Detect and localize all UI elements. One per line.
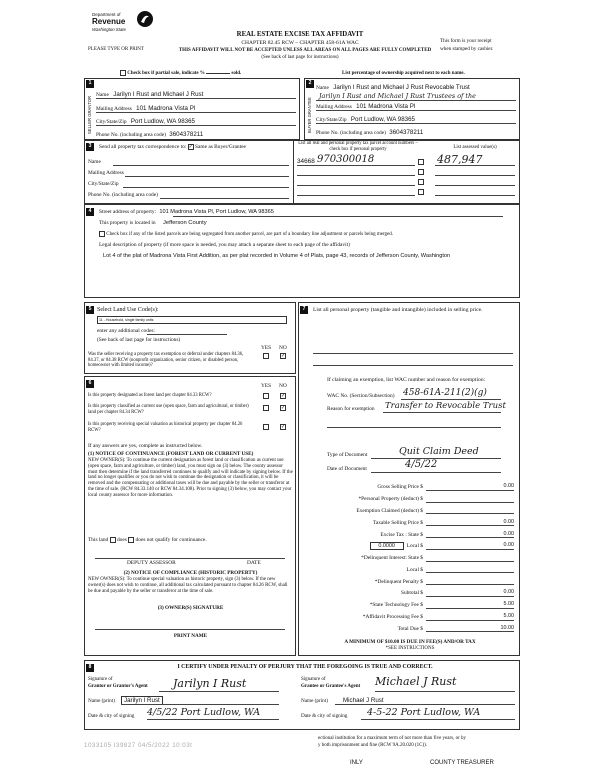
additional-codes-label: enter any additional codes: bbox=[97, 328, 155, 334]
additional-codes-field[interactable] bbox=[147, 334, 227, 335]
grantor-signature[interactable]: Jarilyn I Rust bbox=[173, 677, 247, 690]
calc-row-local bbox=[313, 538, 517, 550]
s6-question-1: Is this property designated as forest land per chapter 84.33 RCW? bbox=[88, 393, 212, 398]
section-5 bbox=[84, 302, 296, 374]
segregated-label: Check box if any of the listed parcels are being segregated from another parcel, are part of a boundary line adjustment or parcels being merged. bbox=[106, 232, 393, 238]
doc-type-handwritten: Quit Claim Deed bbox=[399, 446, 479, 457]
form-title: REAL ESTATE EXCISE TAX AFFIDAVIT bbox=[236, 31, 364, 38]
calc-row bbox=[313, 609, 517, 621]
owner-signature-field[interactable] bbox=[95, 629, 285, 630]
revenue-logo bbox=[92, 10, 162, 40]
county-value[interactable]: Jefferson County bbox=[162, 220, 207, 226]
calc-row-value[interactable]: 0.00 bbox=[426, 589, 514, 596]
land-does-checkbox[interactable] bbox=[110, 537, 116, 543]
calc-row bbox=[313, 503, 517, 515]
calc-row-label: Exemption Claimed (deduct) $ bbox=[356, 507, 423, 514]
buyer-mailing-label: Mailing Address bbox=[316, 104, 352, 110]
grantor-date-handwritten[interactable]: 4/5/22 Port Ludlow, WA bbox=[147, 707, 261, 718]
section-8-number: 8 bbox=[86, 664, 94, 672]
section-7-number: 7 bbox=[300, 306, 308, 314]
assessed-header: List assessed value(s) bbox=[453, 145, 497, 150]
assessed-value-handwritten: 487,947 bbox=[437, 153, 483, 166]
local-rate-input[interactable]: 0.0000 bbox=[370, 542, 404, 550]
s6-yes: YES bbox=[261, 383, 272, 389]
any-answers-note: If any answers are yes, complete as instructed below. bbox=[88, 443, 203, 449]
send-correspondence-row bbox=[99, 144, 246, 151]
land-use-value: 11 - Household, single family units bbox=[99, 318, 154, 322]
reason-handwritten: Transfer to Revocable Trust bbox=[385, 401, 506, 411]
calc-row-value[interactable] bbox=[426, 513, 514, 514]
doc-type-label: Type of Document bbox=[327, 452, 368, 458]
seller-section bbox=[84, 78, 300, 140]
land-use-select[interactable] bbox=[97, 316, 287, 324]
seller-phone-label: Phone No. (including area code) bbox=[96, 132, 166, 138]
print-name-label: PRINT NAME bbox=[173, 633, 208, 639]
s6-question-3: Is this property receiving special valuation as historical property per chapter 84.26 RCW? bbox=[88, 422, 243, 433]
parcel-header: List all real and personal property tax parcel account numbers – check box if personal property bbox=[298, 141, 418, 152]
dept-line-2: Revenue bbox=[92, 17, 126, 26]
section-5-number: 5 bbox=[86, 306, 94, 314]
owner-signature-label: (3) OWNER(S) SIGNATURE bbox=[157, 605, 224, 611]
notice-1-text: NEW OWNER(S): To continue the current designation as forest land or classification as current use (open space, farm and agriculture, or timber) land, you must sign on (3) below. The county assessor must then determine if the land transferred continues to qualify and will indicate by signing below. If the land no longer qualifies or you do not wish to continue the designation or classification, it will be removed and the compensating or additional taxes will be due and payable by the seller or transferor at the time of sale. (RCW 84.33.140 or RCW 84.34.108). Prior to signing (3) below, you may contact your local county assessor for more information. bbox=[88, 458, 293, 498]
buyer-phone-label: Phone No. (including area code) bbox=[316, 130, 386, 136]
s3-city-label: City/State/Zip bbox=[88, 181, 119, 187]
wac-handwritten: 458-61A-211(2)(g) bbox=[403, 388, 487, 398]
calc-row-label: *Personal Property (deduct) $ bbox=[358, 496, 423, 503]
notice-2-text: NEW OWNER(S): To continue special valuation as historic property, sign (3) below. If the new owner(s) does not wish to continue, all additional tax calculated pursuant to chapter 84.26 RCW, shall be due and payable by the seller or transferor at the time of sale. bbox=[88, 577, 288, 594]
s5-q1-no-checkbox[interactable]: ✓ bbox=[281, 354, 286, 359]
this-land-label: This land bbox=[88, 537, 109, 544]
form-chapter: CHAPTER 82.45 RCW – CHAPTER 458-61A WAC bbox=[241, 40, 359, 46]
calc-row bbox=[313, 526, 517, 538]
dept-line-1: Department of bbox=[92, 12, 121, 17]
calc-row bbox=[313, 621, 517, 633]
seller-mailing-value[interactable]: 101 Madrona Vista Pl bbox=[136, 105, 196, 112]
penalty-note-2: y both imprisonment and fine (RCW 9A.20.020 (1C)). bbox=[318, 743, 428, 748]
grantee-sig-label-1: Signature of bbox=[301, 677, 326, 682]
calc-row-label: *Delinquent Penalty $ bbox=[374, 578, 423, 585]
located-row bbox=[99, 220, 207, 227]
buyer-section bbox=[304, 78, 520, 140]
s6-q3-yes-checkbox[interactable] bbox=[263, 424, 269, 430]
grantor-date-label: Date & city of signing bbox=[88, 713, 135, 719]
land-does-not-label: does not bbox=[135, 537, 154, 544]
notice-2-title: (2) NOTICE OF COMPLIANCE (HISTORIC PROPERTY) bbox=[123, 570, 258, 576]
footer-left: INLY bbox=[350, 760, 363, 766]
partial-sale-checkbox[interactable] bbox=[120, 70, 126, 76]
segregated-row bbox=[99, 231, 519, 238]
calc-row-label: *State Technology Fee $ bbox=[369, 602, 423, 609]
buyer-name-value[interactable]: Jarilyn I Rust and Michael J Rust Revocable Trust bbox=[333, 84, 470, 91]
calc-rows bbox=[313, 479, 517, 632]
seller-side-label: SELLER GRANTOR bbox=[87, 95, 92, 135]
reason-label: Reason for exemption bbox=[327, 406, 375, 412]
s6-q2-no-checkbox[interactable]: ✓ bbox=[281, 406, 286, 411]
certify-statement: I CERTIFY UNDER PENALTY OF PERJURY THAT THE FOREGOING IS TRUE AND CORRECT. bbox=[177, 664, 433, 670]
grantee-date-handwritten[interactable]: 4-5-22 Port Ludlow, WA bbox=[367, 707, 481, 718]
same-as-buyer-checkbox[interactable]: ✓ bbox=[188, 145, 193, 150]
partial-sale-label: Check box if partial sale, indicate % bbox=[127, 71, 205, 77]
calc-row bbox=[313, 562, 517, 574]
deputy-date-label: DATE bbox=[247, 560, 261, 566]
buyer-name-row bbox=[316, 84, 516, 91]
minimum-due-note: A MINIMUM OF $10.00 IS DUE IN FEE(S) AND/OR TAX bbox=[344, 639, 476, 645]
grantor-name-value[interactable]: Jarilyn I Rust bbox=[121, 696, 163, 705]
legal-description[interactable]: Lot 4 of the plat of Madrona Vista First Addition, as per plat recorded in Volume 4 of Plats, page 43, records of Jefferson County, Washington bbox=[103, 253, 451, 259]
calc-row bbox=[313, 491, 517, 503]
revenue-logo-icon bbox=[136, 10, 154, 28]
this-land-row bbox=[88, 537, 207, 544]
personal-property-checkbox-2[interactable] bbox=[418, 169, 424, 175]
section-4-number: 4 bbox=[86, 208, 94, 216]
calc-row-label: Taxable Selling Price $ bbox=[372, 519, 423, 526]
calc-row bbox=[313, 597, 517, 609]
calc-row bbox=[313, 514, 517, 526]
grantor-name-label: Name (print) bbox=[88, 698, 115, 704]
grantee-sig-label-2: Grantee or Grantee's Agent bbox=[301, 684, 361, 689]
s3-mailing-field[interactable] bbox=[125, 176, 289, 177]
calc-row-label: Subtotal $ bbox=[400, 590, 423, 597]
calc-row bbox=[313, 550, 517, 562]
doc-date-handwritten: 4/5/22 bbox=[405, 459, 438, 470]
s5-q1-yes-checkbox[interactable] bbox=[263, 353, 269, 359]
same-as-buyer-label: Same as Buyer/Grantee bbox=[195, 144, 246, 151]
buyer-phone-row bbox=[316, 129, 423, 136]
s6-q2-yes-checkbox[interactable] bbox=[263, 405, 269, 411]
grantee-date-label: Date & city of signing bbox=[301, 713, 348, 719]
buyer-name-label: Name bbox=[316, 85, 329, 91]
buyer-phone-value[interactable]: 3604378211 bbox=[389, 129, 424, 136]
s3-phone-label: Phone No. (including area code) bbox=[88, 192, 158, 198]
calc-row-label: *Delinquent Interest: State $ bbox=[361, 555, 423, 562]
exemption-label: If claiming an exemption, list WAC number and reason for exemption: bbox=[327, 377, 486, 383]
section-6-number: 6 bbox=[86, 380, 94, 388]
personal-property-checkbox-3[interactable] bbox=[418, 179, 424, 185]
s3-mailing-label: Mailing Address bbox=[88, 170, 124, 176]
calc-row-label: *Affidavit Processing Fee $ bbox=[362, 614, 423, 621]
calc-row-label: Excise Tax : State $ bbox=[380, 531, 423, 538]
section-1-number: 1 bbox=[86, 80, 94, 88]
s5-see-back: (See back of last page for instructions) bbox=[97, 337, 181, 343]
seller-name-value[interactable]: Jarilyn I Rust and Michael J Rust bbox=[113, 91, 204, 98]
s6-q1-yes-checkbox[interactable] bbox=[263, 393, 269, 399]
partial-sale-row bbox=[120, 70, 241, 77]
seller-mailing-label: Mailing Address bbox=[96, 106, 132, 112]
s5-question-1: Was the seller receiving a property tax exemption or deferral under chapters 84.36, 84.37, or 84.38 RCW (nonprofit organization, senior citizen, or disabled person, homeowner with limited income)? bbox=[88, 352, 244, 369]
calc-row-value[interactable] bbox=[426, 502, 514, 503]
seller-phone-row bbox=[96, 131, 203, 138]
land-does-label: does bbox=[116, 537, 127, 544]
street-label: Street address of property: bbox=[99, 209, 157, 215]
deputy-assessor-label: DEPUTY ASSESSOR bbox=[127, 560, 176, 566]
buyer-mailing-value[interactable]: 101 Madrona Vista Pl bbox=[356, 103, 416, 110]
dept-line-3: Washington State bbox=[92, 27, 126, 32]
receipt-note-2: when stamped by cashier. bbox=[440, 46, 494, 52]
street-value[interactable]: 101 Madrona Vista Pl, Port Ludlow, WA 98365 bbox=[159, 209, 274, 215]
calc-row-value[interactable]: 0.00 bbox=[426, 531, 514, 538]
grantor-sig-label-2: Grantor or Grantor's Agent bbox=[88, 684, 148, 689]
s3-city-field[interactable] bbox=[123, 187, 289, 188]
section-7 bbox=[298, 302, 520, 656]
land-use-label: Select Land Use Code(s): bbox=[97, 307, 159, 313]
calc-row-value[interactable] bbox=[426, 584, 514, 585]
section-3 bbox=[84, 140, 520, 204]
grantor-sig-label-1: Signature of bbox=[88, 677, 113, 682]
land-qualify-label: qualify for continuance. bbox=[155, 537, 207, 544]
s5-yes: YES bbox=[261, 345, 272, 351]
wac-label: WAC No. (Section/Subsection) bbox=[327, 393, 395, 399]
s6-q3-no-checkbox[interactable]: ✓ bbox=[281, 425, 286, 430]
local-value[interactable]: 0.00 bbox=[426, 542, 514, 549]
ownership-note: List percentage of ownership acquired next to each name. bbox=[342, 71, 465, 76]
calc-row-label: Gross Selling Price $ bbox=[377, 484, 423, 491]
s6-q1-no-checkbox[interactable]: ✓ bbox=[281, 394, 286, 399]
calc-row-value[interactable]: 0.00 bbox=[426, 483, 514, 490]
footer-right: COUNTY TREASURER bbox=[430, 760, 494, 766]
s5-no: NO bbox=[279, 345, 287, 351]
section-3-number: 3 bbox=[86, 143, 94, 151]
calc-row-value[interactable] bbox=[426, 572, 514, 573]
legal-label: Legal description of property (if more space is needed, you may attach a separate sheet to each page of the affidavit) bbox=[99, 242, 350, 248]
doc-date-label: Date of Document bbox=[327, 466, 367, 472]
calc-row bbox=[313, 573, 517, 585]
calc-row-value[interactable]: 5.00 bbox=[426, 601, 514, 608]
land-does-not-checkbox[interactable] bbox=[128, 537, 134, 543]
section-8 bbox=[84, 660, 520, 730]
s6-no: NO bbox=[279, 383, 287, 389]
personal-property-checkbox-1[interactable] bbox=[418, 159, 424, 165]
calc-row-label: Local $ bbox=[406, 566, 423, 573]
calc-row bbox=[313, 479, 517, 491]
seller-city-value[interactable]: Port Ludlow, WA 98365 bbox=[130, 118, 195, 125]
personal-property-label: List all personal property (tangible and intangible) included in selling price. bbox=[313, 307, 483, 313]
seller-phone-value[interactable]: 3604378211 bbox=[169, 131, 204, 138]
penalty-note-1: ectional institution for a maximum term of not more than five years, or by bbox=[318, 736, 467, 741]
s3-name-label: Name bbox=[88, 159, 101, 165]
notice-1-title: (1) NOTICE OF CONTINUANCE (FOREST LAND OR CURRENT USE) bbox=[88, 451, 254, 457]
calc-row-value[interactable]: 10.00 bbox=[426, 625, 514, 632]
calc-row-value[interactable] bbox=[426, 561, 514, 562]
buyer-city-label: City/State/Zip bbox=[316, 117, 347, 123]
seller-name-label: Name bbox=[96, 92, 109, 98]
buyer-name-handwritten: Jarilyn I Rust and Michael J Rust Trustees of the bbox=[319, 92, 476, 100]
seller-city-label: City/State/Zip bbox=[96, 119, 127, 125]
s6-question-2: Is this property classified as current use (open space, farm and agricultural, or timber) land per chapter 84.34 RCW? bbox=[88, 404, 249, 415]
calc-row-label: Total Due $ bbox=[397, 625, 423, 632]
grantee-name-value[interactable]: Michael J Rust bbox=[343, 697, 384, 704]
s3-phone-field[interactable] bbox=[160, 198, 289, 199]
s3-name-field[interactable] bbox=[113, 165, 289, 166]
parcel-handwritten: 970300018 bbox=[317, 154, 375, 165]
section-6 bbox=[84, 376, 296, 656]
calc-row-value[interactable]: 0.00 bbox=[426, 519, 514, 526]
grantee-name-label: Name (print) bbox=[301, 698, 328, 704]
form-warning: THIS AFFIDAVIT WILL NOT BE ACCEPTED UNLESS ALL AREAS ON ALL PAGES ARE FULLY COMPLETED bbox=[178, 48, 432, 53]
send-correspondence-label: Send all property tax correspondence to: bbox=[99, 144, 187, 151]
buyer-city-value[interactable]: Port Ludlow, WA 98365 bbox=[350, 116, 415, 123]
local-label: Local $ bbox=[406, 543, 423, 550]
buyer-side-label: BUYER GRANTEE bbox=[307, 97, 312, 133]
personal-property-checkbox-4[interactable] bbox=[418, 189, 424, 195]
print-note: PLEASE TYPE OR PRINT bbox=[88, 47, 144, 52]
calc-row bbox=[313, 585, 517, 597]
parcel-number[interactable]: 34668 bbox=[297, 158, 315, 165]
section-4 bbox=[84, 204, 520, 298]
cashier-stamp: 1033105 I39827 04/5/2022 10:03t bbox=[84, 742, 193, 749]
street-row bbox=[99, 209, 274, 216]
see-instructions-note: *SEE INSTRUCTIONS bbox=[385, 646, 435, 651]
segregated-checkbox[interactable] bbox=[99, 231, 105, 237]
grantee-signature[interactable]: Michael J Rust bbox=[375, 675, 457, 688]
located-label: This property is located in bbox=[99, 220, 156, 226]
receipt-note-1: This form is your receipt bbox=[440, 38, 492, 44]
section-2-number: 2 bbox=[306, 80, 314, 88]
see-back-note: (See back of last page for instructions) bbox=[261, 55, 339, 60]
calc-row-value[interactable]: 5.00 bbox=[426, 613, 514, 620]
partial-sale-sold: sold. bbox=[231, 71, 242, 77]
